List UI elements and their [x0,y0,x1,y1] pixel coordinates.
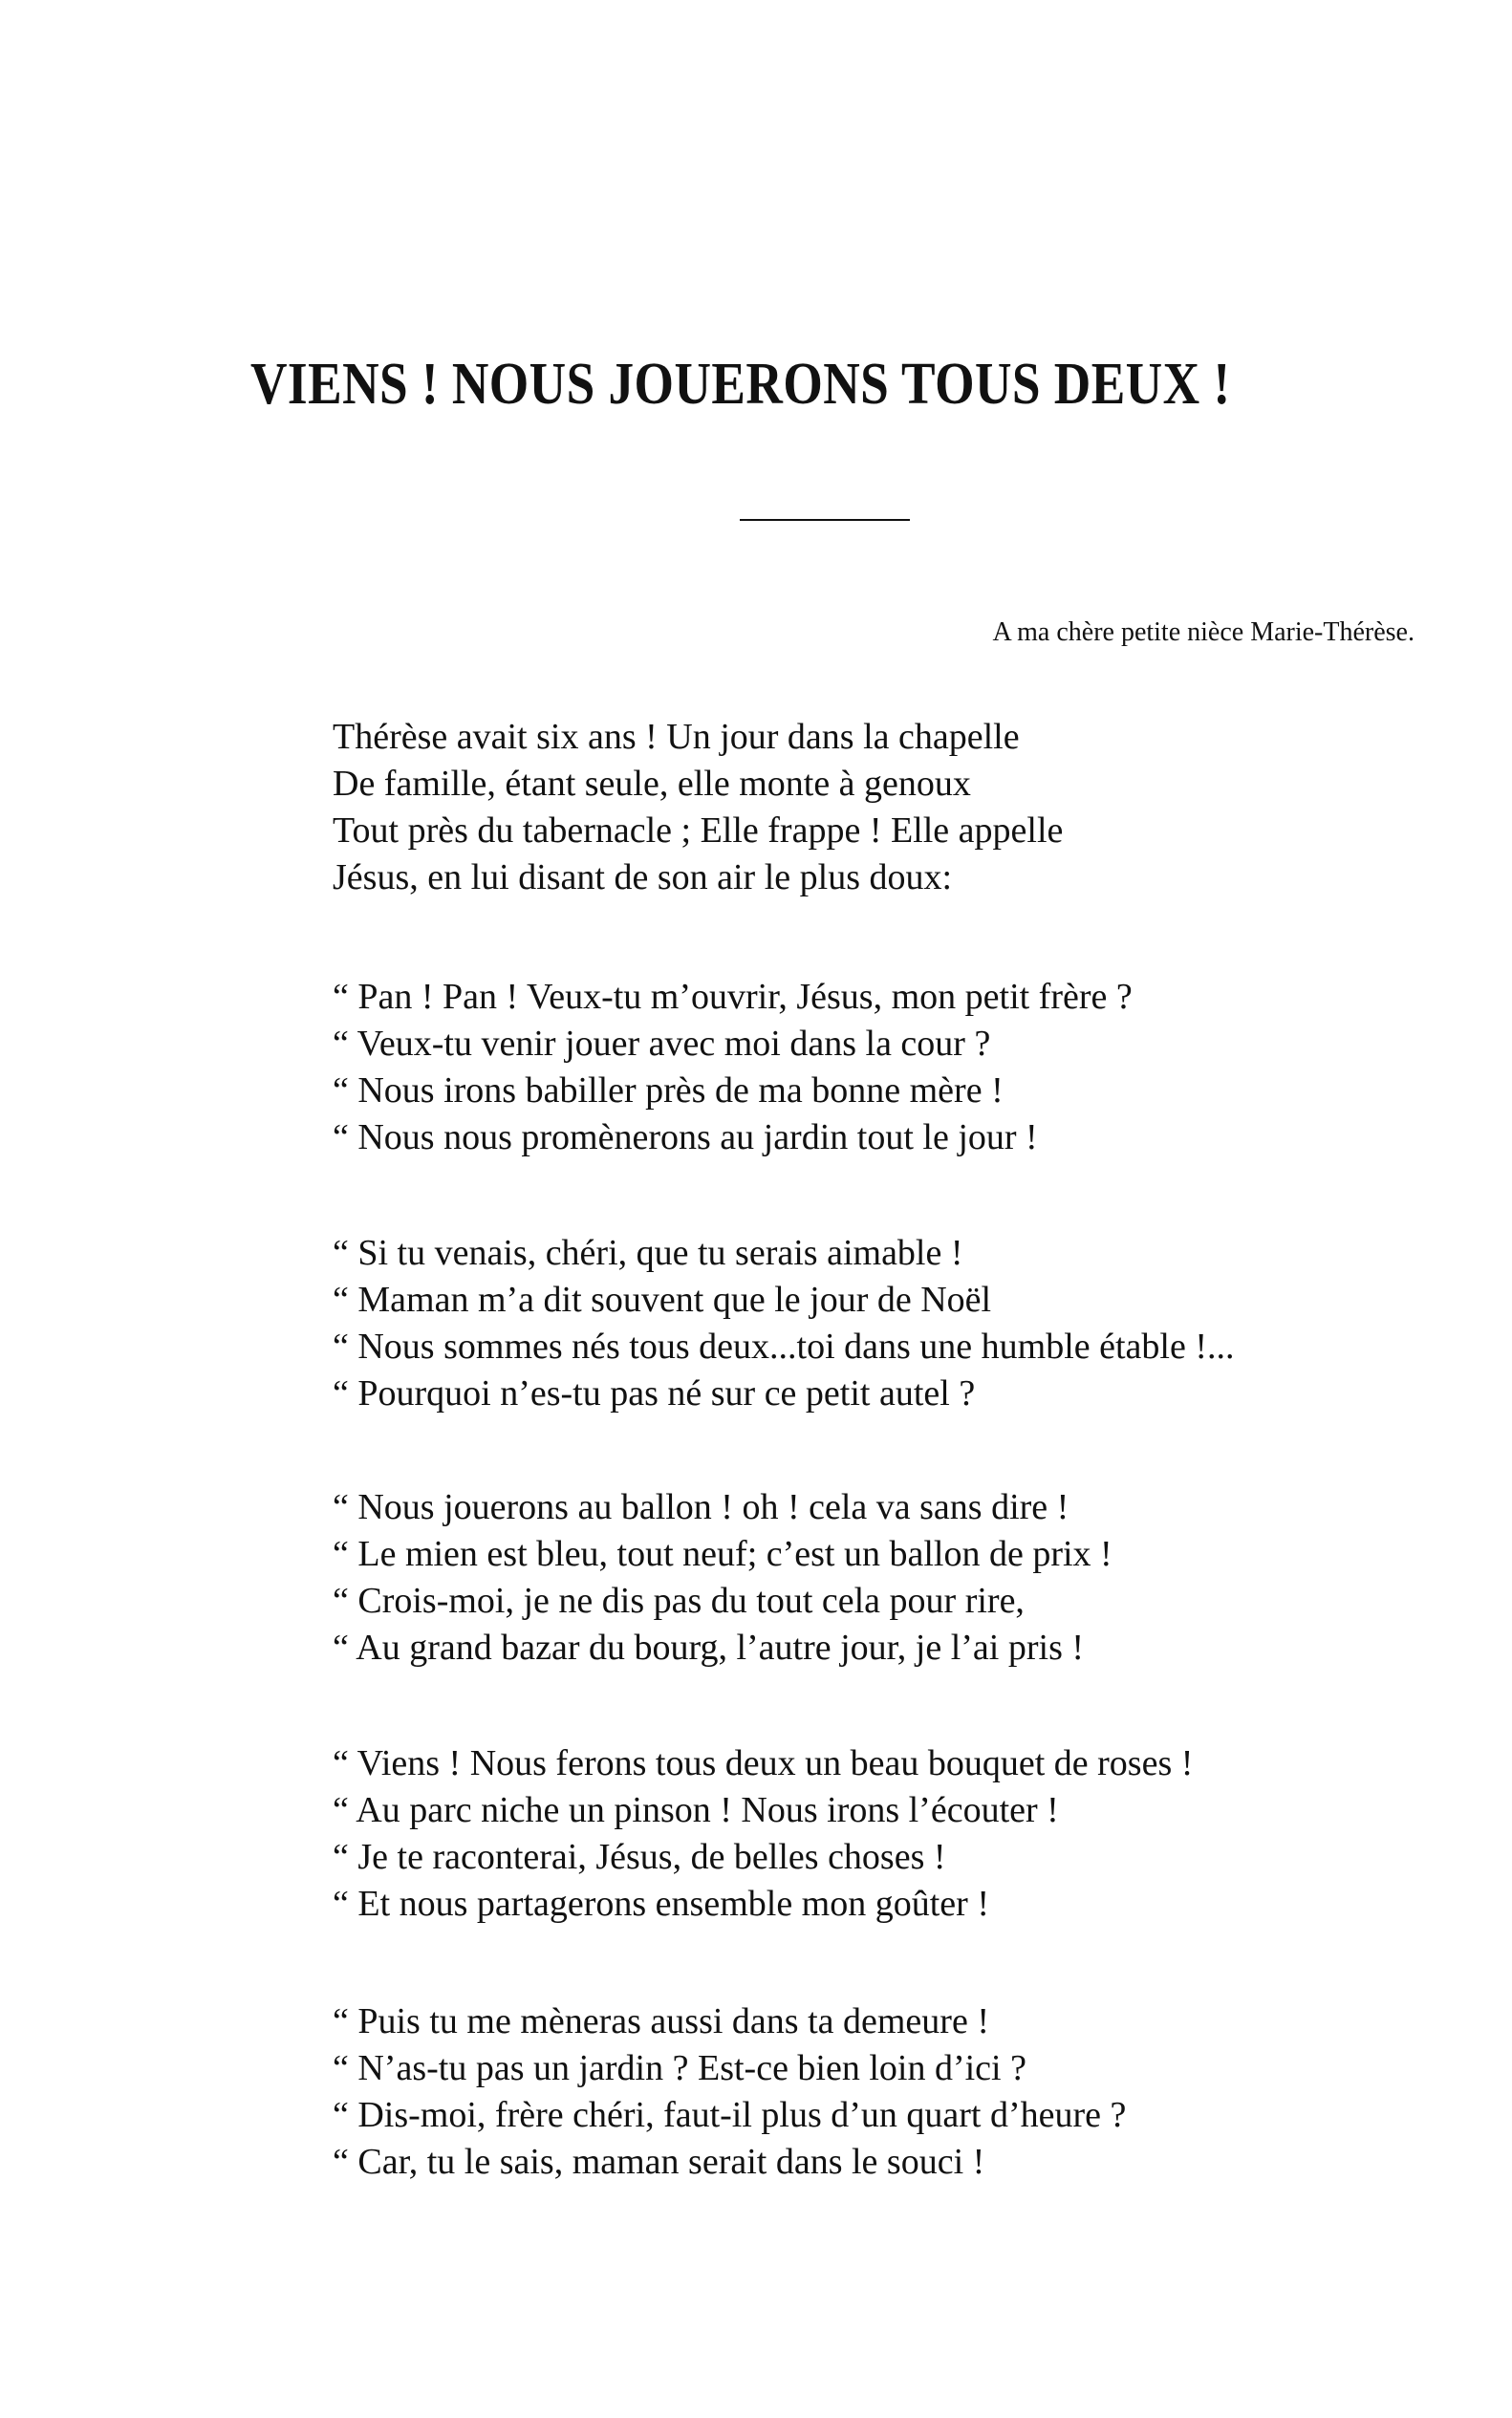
poem-line: “ Si tu venais, chéri, que tu serais aimable ! [333,1233,963,1273]
dedication: A ma chère petite nièce Marie-Thérèse. [992,617,1415,647]
stanza-5 [333,1740,1432,1928]
poem-line: Jésus, en lui disant de son air le plus doux: [333,857,953,897]
poem-line: “ Au parc niche un pinson ! Nous irons l’écouter ! [333,1790,1059,1830]
poem-line: “ Car, tu le sais, maman serait dans le souci ! [333,2142,985,2182]
stanza-6 [333,1998,1432,2186]
poem-line: “ Au grand bazar du bourg, l’autre jour, je l’ai pris ! [333,1628,1085,1668]
poem-line: “ Pan ! Pan ! Veux-tu m’ouvrir, Jésus, mon petit frère ? [333,977,1133,1017]
title-divider [740,519,910,521]
poem-line: De famille, étant seule, elle monte à genoux [333,764,971,804]
stanza-4 [333,1484,1432,1672]
poem-line: “ Nous sommes nés tous deux...toi dans une humble étable !... [333,1327,1235,1367]
poem-line: “ Dis-moi, frère chéri, faut-il plus d’un quart d’heure ? [333,2095,1127,2135]
poem-line: “ Puis tu me mèneras aussi dans ta demeure ! [333,2001,989,2041]
poem-line: “ Maman m’a dit souvent que le jour de Noël [333,1280,992,1320]
poem-line: “ Pourquoi n’es-tu pas né sur ce petit autel ? [333,1373,976,1414]
poem-line: “ Nous irons babiller près de ma bonne mère ! [333,1070,1004,1111]
poem-line: “ Crois-moi, je ne dis pas du tout cela pour rire, [333,1581,1025,1621]
poem-line: Thérèse avait six ans ! Un jour dans la chapelle [333,717,1020,757]
poem-line: “ Viens ! Nous ferons tous deux un beau bouquet de roses ! [333,1743,1194,1783]
poem-line: “ N’as-tu pas un jardin ? Est-ce bien loin d’ici ? [333,2048,1026,2088]
poem-line: “ Nous jouerons au ballon ! oh ! cela va sans dire ! [333,1487,1069,1527]
poem-line: “ Veux-tu venir jouer avec moi dans la cour ? [333,1024,991,1064]
poem-line: “ Et nous partagerons ensemble mon goûter ! [333,1884,989,1924]
poem-title: VIENS ! NOUS JOUERONS TOUS DEUX ! [250,352,1231,417]
stanza-2 [333,974,1432,1161]
stanza-3 [333,1230,1432,1417]
stanza-1 [333,714,1432,901]
poem-line: “ Nous nous promènerons au jardin tout le jour ! [333,1117,1038,1157]
poem-line: “ Le mien est bleu, tout neuf; c’est un ballon de prix ! [333,1534,1112,1574]
poem-line: “ Je te raconterai, Jésus, de belles choses ! [333,1837,946,1877]
poem-line: Tout près du tabernacle ; Elle frappe ! Elle appelle [333,810,1064,851]
